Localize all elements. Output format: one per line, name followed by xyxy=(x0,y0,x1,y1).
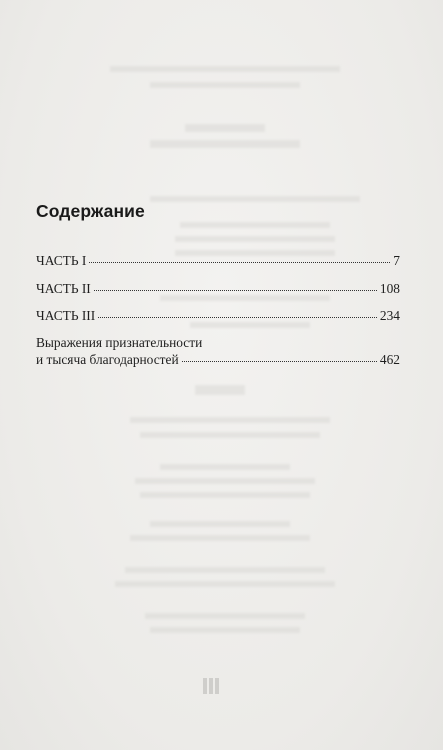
toc-entry[interactable] xyxy=(36,335,400,368)
toc-entry-label-line1: Выражения признательности xyxy=(36,335,203,350)
toc-entry-label: ЧАСТЬ II xyxy=(36,281,91,296)
bleed-through-mark xyxy=(140,432,320,438)
bleed-through-mark xyxy=(195,385,245,395)
bleed-through-mark xyxy=(150,82,300,88)
toc-entry[interactable] xyxy=(36,281,400,297)
bleed-through-mark xyxy=(110,66,340,72)
bleed-through-mark xyxy=(130,417,330,423)
toc-entry-page: 7 xyxy=(393,253,400,268)
toc-entry[interactable] xyxy=(36,253,400,269)
bleed-through-mark xyxy=(115,581,335,587)
bleed-through-mark xyxy=(185,124,265,132)
bleed-through-mark xyxy=(150,140,300,148)
bleed-through-mark xyxy=(150,627,300,633)
publisher-logo-icon xyxy=(200,675,222,697)
toc-entry-label: ЧАСТЬ I xyxy=(36,253,87,268)
bleed-through-mark xyxy=(175,236,335,242)
toc-entry-label-line2: и тысяча благодарностей xyxy=(36,352,179,367)
bleed-through-mark xyxy=(160,464,290,470)
contents-heading: Содержание xyxy=(36,201,145,221)
bleed-through-mark xyxy=(125,567,325,573)
bleed-through-mark xyxy=(150,521,290,527)
dot-leader xyxy=(182,361,377,362)
bleed-through-mark xyxy=(150,196,360,202)
toc-entry-page: 234 xyxy=(379,308,400,323)
bleed-through-mark xyxy=(145,613,305,619)
toc-entry-page: 108 xyxy=(379,281,400,296)
toc-entry-label: ЧАСТЬ III xyxy=(36,308,96,323)
bleed-through-mark xyxy=(140,492,310,498)
bleed-through-mark xyxy=(130,535,310,541)
dot-leader xyxy=(89,262,390,263)
dot-leader xyxy=(98,317,377,318)
dot-leader xyxy=(94,290,377,291)
bleed-through-mark xyxy=(135,478,315,484)
toc-entry-page: 462 xyxy=(379,352,400,367)
toc-entry[interactable] xyxy=(36,308,400,324)
bleed-through-mark xyxy=(180,222,330,228)
